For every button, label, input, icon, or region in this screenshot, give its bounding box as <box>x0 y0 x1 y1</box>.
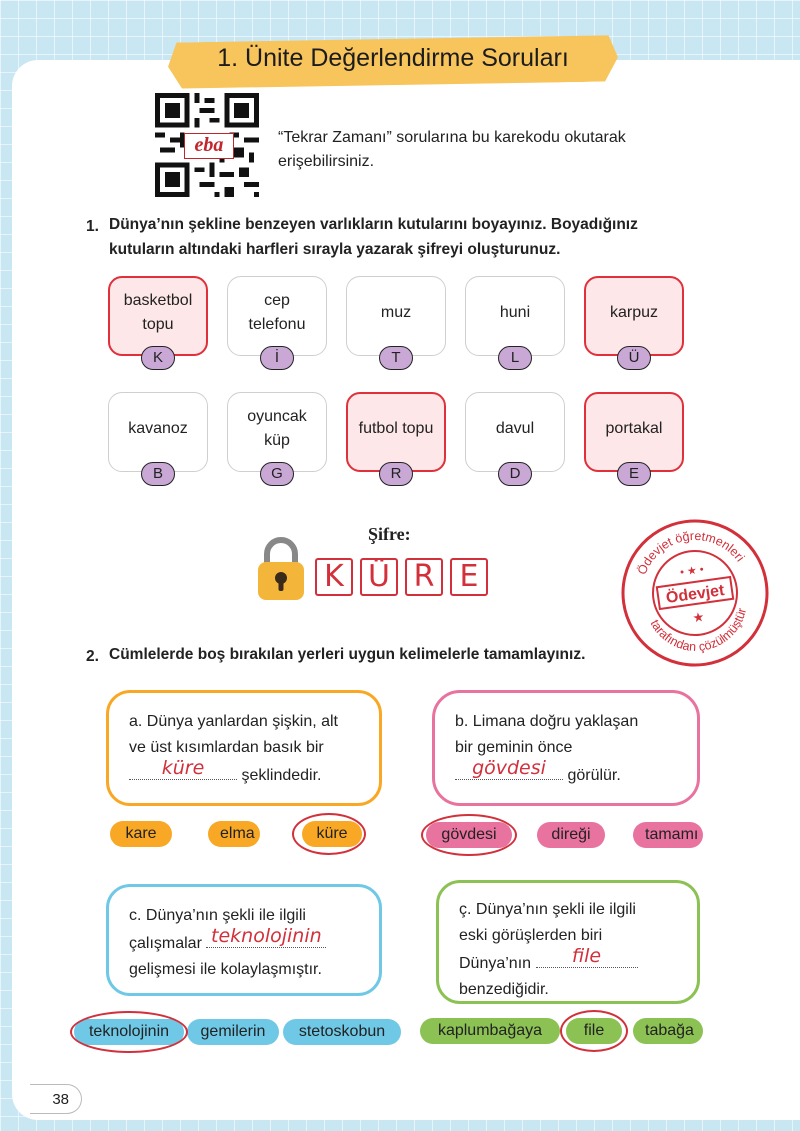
sentence-b-box: b. Limana doğru yaklaşan bir geminin önce gövdesi görülür. <box>432 690 700 806</box>
eba-logo: eba <box>184 133 234 159</box>
word-option[interactable]: tamamı <box>633 822 703 848</box>
word-option[interactable]: kare <box>110 821 172 847</box>
word-option[interactable]: küre <box>302 821 362 847</box>
letter-badge: B <box>141 462 175 486</box>
code-letter-box[interactable]: E <box>450 558 488 596</box>
option-box[interactable]: kavanoz <box>108 392 208 472</box>
word-option[interactable]: tabağa <box>633 1018 703 1044</box>
sentence-c-box: c. Dünya’nın şekli ile ilgili çalışmalar teknolojinin gelişmesi ile kolaylaşmıştır. <box>106 884 382 996</box>
word-option[interactable]: elma <box>208 821 260 847</box>
code-letter-box[interactable]: K <box>315 558 353 596</box>
page-number: 38 <box>30 1084 82 1114</box>
answer-b: gövdesi <box>472 757 546 779</box>
answer-a: küre <box>161 757 205 779</box>
blank-c[interactable] <box>206 925 326 948</box>
letter-badge: D <box>498 462 532 486</box>
letter-badge: E <box>617 462 651 486</box>
letter-badge: L <box>498 346 532 370</box>
option-box[interactable]: karpuz <box>584 276 684 356</box>
stamp-top-text: Ödevjet öğretmenleri <box>634 528 748 577</box>
word-option[interactable]: file <box>566 1018 622 1044</box>
page-title: 1. Ünite Değerlendirme Soruları <box>217 44 569 72</box>
star-icon: ★ <box>691 609 706 626</box>
letter-badge: İ <box>260 346 294 370</box>
q1-text: Dünya’nın şekline benzeyen varlıkların kutularını boyayınız. Boyadığınız kutuların altındaki harfleri sırayla yazarak şifreyi oluşturunuz. <box>109 216 638 258</box>
blank-a[interactable] <box>129 757 237 780</box>
q1-number: 1. <box>86 218 99 235</box>
option-box[interactable]: portakal <box>584 392 684 472</box>
sentence-a-box: a. Dünya yanlardan şişkin, alt ve üst kısımlardan basık bir küre şeklindedir. <box>106 690 382 806</box>
option-box[interactable]: cep telefonu <box>227 276 327 356</box>
sentence-d-box: ç. Dünya’nın şekli ile ilgili eski görüşlerden biri Dünya’nın file benzediğidir. <box>436 880 700 1004</box>
code-letter-box[interactable]: R <box>405 558 443 596</box>
answer-circle <box>560 1010 628 1052</box>
letter-badge: G <box>260 462 294 486</box>
answer-d: file <box>571 945 602 967</box>
answer-c: teknolojinin <box>211 925 322 947</box>
blank-b[interactable] <box>455 757 563 780</box>
stamp-bottom-text: tarafından çözülmüştür <box>647 606 750 655</box>
word-option[interactable]: direği <box>537 822 605 848</box>
star-icon: • ★ • <box>679 563 705 579</box>
q2-text: Cümlelerde boş bırakılan yerleri uygun kelimelerle tamamlayınız. <box>109 646 586 663</box>
word-option[interactable]: stetoskobun <box>283 1019 401 1045</box>
word-option[interactable]: teknolojinin <box>74 1019 184 1045</box>
option-box[interactable]: muz <box>346 276 446 356</box>
padlock-icon <box>256 536 306 602</box>
word-option[interactable]: kaplumbağaya <box>420 1018 560 1044</box>
sifre-label: Şifre: <box>368 524 411 544</box>
stamp-center-text: Ödevjet <box>664 581 726 607</box>
option-box[interactable]: basketbol topu <box>108 276 208 356</box>
option-box[interactable]: davul <box>465 392 565 472</box>
answer-circle <box>70 1011 188 1053</box>
letter-badge: Ü <box>617 346 651 370</box>
option-box[interactable]: huni <box>465 276 565 356</box>
answer-circle <box>292 813 366 855</box>
blank-d[interactable] <box>536 945 638 968</box>
qr-note: “Tekrar Zamanı” sorularına bu karekodu okutarak erişebilirsiniz. <box>278 129 626 170</box>
word-option[interactable]: gövdesi <box>426 822 512 848</box>
word-option[interactable]: gemilerin <box>187 1019 279 1045</box>
option-box[interactable]: futbol topu <box>346 392 446 472</box>
q2-number: 2. <box>86 648 99 665</box>
answer-circle <box>421 814 517 856</box>
code-letter-box[interactable]: Ü <box>360 558 398 596</box>
option-box[interactable]: oyuncak küp <box>227 392 327 472</box>
letter-badge: K <box>141 346 175 370</box>
letter-badge: R <box>379 462 413 486</box>
letter-badge: T <box>379 346 413 370</box>
